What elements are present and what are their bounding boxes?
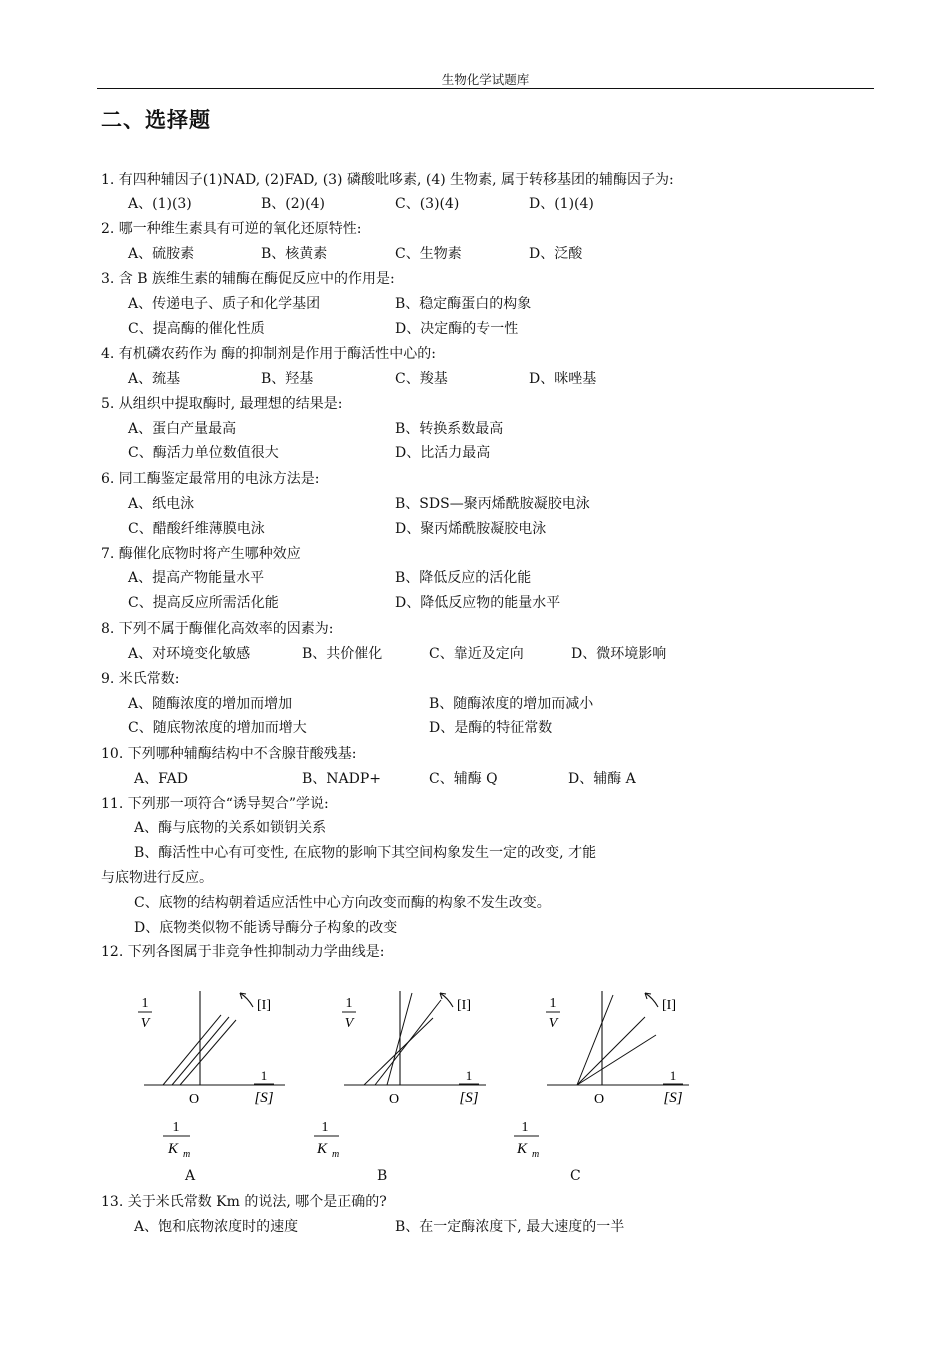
question-9-option-b: B、随酶浓度的增加而减小 (429, 696, 594, 712)
question-12-stem: 12. 下列各图属于非竞争性抑制动力学曲线是: (101, 944, 385, 960)
graph-b-x-den: [S] (459, 1090, 479, 1106)
graph-b-origin: O (388, 1092, 400, 1107)
graph-c-caption: C (570, 1168, 581, 1184)
graph-c-x-den: [S] (663, 1090, 683, 1106)
graph-a-km-sub: m (183, 1149, 191, 1160)
question-9-stem: 9. 米氏常数: (101, 671, 180, 687)
graph-c-inhibitor-label: [I] (662, 998, 676, 1013)
question-6-option-c: C、醋酸纤维薄膜电泳 (128, 521, 265, 537)
question-1-stem: 1. 有四种辅因子(1)NAD, (2)FAD, (3) 磷酸吡哆素, (4) 生物素, 属于转移基团的辅酶因子为: (101, 172, 674, 188)
question-11-option-c: C、底物的结构朝着适应活性中心方向改变而酶的构象不发生改变。 (134, 895, 551, 911)
question-5-option-c: C、酶活力单位数值很大 (128, 445, 279, 461)
graph-a-inhibitor-label: [I] (257, 998, 271, 1013)
question-5-stem: 5. 从组织中提取酶时, 最理想的结果是: (101, 396, 343, 412)
graph-b (316, 985, 495, 1165)
graph-b-y-den: V (344, 1016, 354, 1031)
question-4-option-b: B、羟基 (261, 371, 314, 387)
graph-a-caption: A (185, 1168, 196, 1184)
question-9-option-d: D、是酶的特征常数 (429, 720, 553, 736)
question-7-stem: 7. 酶催化底物时将产生哪种效应 (101, 546, 301, 562)
question-11-option-d: D、底物类似物不能诱导酶分子构象的改变 (134, 920, 398, 936)
graph-c-km-den: K (516, 1141, 528, 1157)
graph-a-km-den: K (167, 1141, 179, 1157)
question-13-option-a: A、饱和底物浓度时的速度 (134, 1219, 299, 1235)
graph-c-line-2 (577, 1017, 645, 1085)
question-7-option-c: C、提高反应所需活化能 (128, 595, 279, 611)
question-4-option-c: C、羧基 (395, 371, 448, 387)
question-3-option-a: A、传递电子、质子和化学基团 (128, 296, 321, 312)
graph-b-line-2 (375, 1000, 441, 1085)
question-7-option-d: D、降低反应物的能量水平 (395, 595, 561, 611)
question-7-option-a: A、提高产物能量水平 (128, 570, 265, 586)
graph-a-origin: O (188, 1092, 200, 1107)
question-13-stem: 13. 关于米氏常数 Km 的说法, 哪个是正确的? (101, 1194, 387, 1210)
question-9-option-a: A、随酶浓度的增加而增加 (128, 696, 293, 712)
question-6-option-b: B、SDS—聚丙烯酰胺凝胶电泳 (395, 496, 590, 512)
question-11-option-a: A、酶与底物的关系如锁钥关系 (134, 820, 327, 836)
graph-a-y-num: 1 (141, 996, 149, 1011)
graph-a-x-den: [S] (254, 1090, 274, 1106)
question-8-option-d: D、微环境影响 (571, 646, 667, 662)
graph-c-origin: O (593, 1092, 605, 1107)
question-6-option-a: A、纸电泳 (128, 496, 195, 512)
question-5-option-d: D、比活力最高 (395, 445, 491, 461)
graph-c-line-1 (577, 995, 613, 1085)
question-10-stem: 10. 下列哪种辅酶结构中不含腺苷酸残基: (101, 746, 357, 762)
question-8-option-a: A、对环境变化敏感 (128, 646, 251, 662)
question-6-option-d: D、聚丙烯酰胺凝胶电泳 (395, 521, 547, 537)
graph-b-km-den: K (316, 1141, 328, 1157)
question-11-stem: 11. 下列那一项符合“诱导契合”学说: (101, 796, 329, 812)
question-8-option-c: C、靠近及定向 (429, 646, 524, 662)
graph-c (516, 985, 698, 1165)
graph-a-line-3 (180, 1020, 236, 1085)
question-1-option-a: A、(1)(3) (128, 196, 192, 212)
question-13-option-b: B、在一定酶浓度下, 最大速度的一半 (395, 1219, 625, 1235)
question-2-option-a: A、硫胺素 (128, 246, 195, 262)
graph-b-km-num: 1 (321, 1120, 329, 1135)
page-header: 生物化学试题库 (441, 72, 530, 87)
graph-b-caption: B (377, 1168, 388, 1184)
question-6-stem: 6. 同工酶鉴定最常用的电泳方法是: (101, 471, 320, 487)
question-3-option-c: C、提高酶的催化性质 (128, 321, 265, 337)
graph-b-y-num: 1 (345, 996, 353, 1011)
graph-b-line-1 (364, 1018, 433, 1085)
question-4-option-d: D、咪唑基 (529, 371, 597, 387)
graph-b-inhibitor-label: [I] (457, 998, 471, 1013)
graph-b-km-sub: m (332, 1149, 340, 1160)
question-3-option-d: D、决定酶的专一性 (395, 321, 519, 337)
question-4-stem: 4. 有机磷农药作为 酶的抑制剂是作用于酶活性中心的: (101, 346, 436, 362)
graph-c-y-den: V (548, 1016, 558, 1031)
question-2-option-c: C、生物素 (395, 246, 462, 262)
question-10-option-c: C、辅酶 Q (429, 771, 498, 787)
question-1-option-d: D、(1)(4) (529, 196, 594, 212)
header-rule (97, 88, 874, 89)
graph-c-km-sub: m (532, 1149, 540, 1160)
question-5-option-b: B、转换系数最高 (395, 421, 504, 437)
question-7-option-b: B、降低反应的活化能 (395, 570, 532, 586)
graph-a-y-den: V (140, 1016, 150, 1031)
question-3-stem: 3. 含 B 族维生素的辅酶在酶促反应中的作用是: (101, 271, 395, 287)
graph-c-x-num: 1 (669, 1068, 677, 1083)
graph-b-x-num: 1 (465, 1068, 473, 1083)
question-2-option-d: D、泛酸 (529, 246, 583, 262)
question-5-option-a: A、蛋白产量最高 (128, 421, 237, 437)
question-4-option-a: A、巯基 (128, 371, 181, 387)
section-title: 二、选择题 (101, 108, 211, 132)
question-10-option-a: A、FAD (134, 771, 188, 787)
question-10-option-b: B、NADP+ (302, 771, 382, 787)
question-2-option-b: B、核黄素 (261, 246, 328, 262)
question-1-option-b: B、(2)(4) (261, 196, 325, 212)
question-8-option-b: B、共价催化 (302, 646, 383, 662)
question-11-option-b: B、酶活性中心有可变性, 在底物的影响下其空间构象发生一定的改变, 才能 (134, 845, 597, 861)
question-9-option-c: C、随底物浓度的增加而增大 (128, 720, 307, 736)
question-3-option-b: B、稳定酶蛋白的构象 (395, 296, 532, 312)
question-1-option-c: C、(3)(4) (395, 196, 460, 212)
graph-c-line-3 (577, 1035, 656, 1085)
graph-a (130, 985, 295, 1165)
graph-a-x-num: 1 (260, 1068, 268, 1083)
question-8-stem: 8. 下列不属于酶催化高效率的因素为: (101, 621, 334, 637)
graph-a-line-1 (163, 1015, 221, 1085)
graph-c-y-num: 1 (549, 996, 557, 1011)
graph-c-km-num: 1 (521, 1120, 529, 1135)
question-2-stem: 2. 哪一种维生素具有可逆的氧化还原特性: (101, 221, 362, 237)
question-11-option-b-continued: 与底物进行反应。 (101, 870, 213, 886)
question-10-option-d: D、辅酶 A (568, 771, 636, 787)
graph-a-km-num: 1 (172, 1120, 180, 1135)
